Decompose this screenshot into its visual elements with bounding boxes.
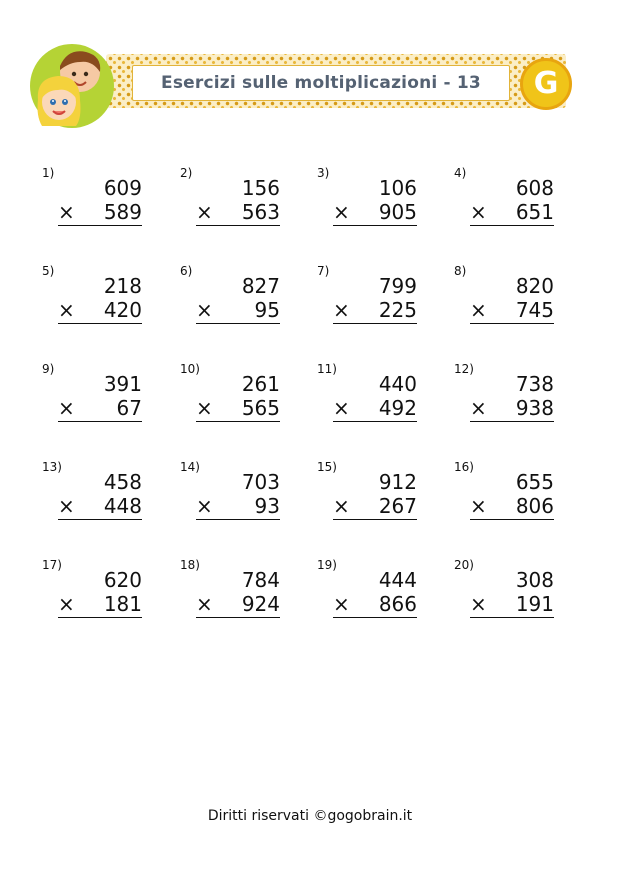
problem-number: 13) [42, 460, 62, 474]
multiply-sign: × [58, 298, 75, 322]
multiply-sign: × [470, 592, 487, 616]
multiply-sign: × [333, 494, 350, 518]
multiplication-problem [42, 362, 142, 442]
multiplier: 67 [116, 396, 142, 420]
problem-number: 12) [454, 362, 474, 376]
multiplier-row [196, 396, 280, 422]
page-title: Esercizi sulle moltiplicazioni - 13 [161, 73, 481, 93]
problem-number: 5) [42, 264, 55, 278]
multiplicand: 655 [515, 470, 554, 494]
problem-number: 4) [454, 166, 467, 180]
multiply-sign: × [58, 396, 75, 420]
problem-number: 15) [317, 460, 337, 474]
multiply-sign: × [196, 396, 213, 420]
multiplier-row [333, 396, 417, 422]
multiplier: 93 [254, 494, 280, 518]
multiply-sign: × [333, 298, 350, 322]
multiplier: 492 [378, 396, 417, 420]
problem-number: 14) [180, 460, 200, 474]
multiply-sign: × [333, 200, 350, 224]
multiply-sign: × [470, 494, 487, 518]
multiplier-row [58, 298, 142, 324]
multiplier-row [333, 298, 417, 324]
logo-letter: G [533, 66, 559, 101]
multiplier: 745 [515, 298, 554, 322]
multiplication-problem [454, 460, 554, 540]
problem-number: 18) [180, 558, 200, 572]
problem-number: 11) [317, 362, 337, 376]
multiplier-row [58, 396, 142, 422]
multiplicand: 106 [378, 176, 417, 200]
multiplier: 589 [103, 200, 142, 224]
multiplier-row [196, 592, 280, 618]
multiply-sign: × [196, 494, 213, 518]
multiplier-row [196, 200, 280, 226]
multiplication-problem [180, 166, 280, 246]
multiplier: 191 [515, 592, 554, 616]
multiplier-row [470, 396, 554, 422]
multiplier: 420 [103, 298, 142, 322]
multiply-sign: × [196, 298, 213, 322]
problem-number: 10) [180, 362, 200, 376]
multiply-sign: × [196, 200, 213, 224]
multiplier-row [333, 200, 417, 226]
multiplier: 866 [378, 592, 417, 616]
title-box [132, 65, 510, 101]
multiplication-problem [317, 166, 417, 246]
multiplicand: 784 [241, 568, 280, 592]
multiplicand: 261 [241, 372, 280, 396]
multiplier-row [470, 298, 554, 324]
problem-number: 7) [317, 264, 330, 278]
multiplier-row [333, 592, 417, 618]
multiplication-problem [317, 264, 417, 344]
multiplicand: 620 [103, 568, 142, 592]
multiplier: 565 [241, 396, 280, 420]
multiplication-problem [317, 362, 417, 442]
multiplier: 95 [254, 298, 280, 322]
multiplier-row [196, 298, 280, 324]
problem-number: 6) [180, 264, 193, 278]
multiplicand: 391 [103, 372, 142, 396]
multiplicand: 308 [515, 568, 554, 592]
multiplicand: 703 [241, 470, 280, 494]
multiplier: 225 [378, 298, 417, 322]
multiplier: 181 [103, 592, 142, 616]
multiplier-row [58, 494, 142, 520]
multiply-sign: × [196, 592, 213, 616]
multiply-sign: × [58, 200, 75, 224]
multiplication-problem [454, 362, 554, 442]
multiplicand: 608 [515, 176, 554, 200]
multiplication-problem [42, 166, 142, 246]
problem-number: 8) [454, 264, 467, 278]
multiplier-row [333, 494, 417, 520]
multiplication-problem [180, 264, 280, 344]
multiplier: 563 [241, 200, 280, 224]
multiply-sign: × [333, 396, 350, 420]
multiplication-problem [42, 264, 142, 344]
multiplication-problem [42, 460, 142, 540]
multiplier: 806 [515, 494, 554, 518]
multiply-sign: × [470, 298, 487, 322]
header [28, 42, 576, 132]
multiplication-problem [180, 460, 280, 540]
multiplicand: 156 [241, 176, 280, 200]
multiply-sign: × [58, 592, 75, 616]
multiplication-problem [317, 460, 417, 540]
multiply-sign: × [470, 396, 487, 420]
gogobrain-logo-icon [520, 58, 572, 110]
multiplier: 651 [515, 200, 554, 224]
multiplier: 905 [378, 200, 417, 224]
multiplication-problem [42, 558, 142, 638]
multiplicand: 218 [103, 274, 142, 298]
multiply-sign: × [333, 592, 350, 616]
multiplicand: 609 [103, 176, 142, 200]
multiplicand: 738 [515, 372, 554, 396]
multiplication-problem [454, 264, 554, 344]
multiplier-row [470, 494, 554, 520]
problem-number: 1) [42, 166, 55, 180]
problem-number: 9) [42, 362, 55, 376]
multiplier-row [58, 200, 142, 226]
multiply-sign: × [58, 494, 75, 518]
multiplicand: 820 [515, 274, 554, 298]
multiplicand: 799 [378, 274, 417, 298]
multiplier-row [470, 592, 554, 618]
problem-number: 3) [317, 166, 330, 180]
problem-number: 20) [454, 558, 474, 572]
multiplier-row [58, 592, 142, 618]
multiplier: 938 [515, 396, 554, 420]
multiply-sign: × [470, 200, 487, 224]
multiplicand: 444 [378, 568, 417, 592]
footer-copyright: Diritti riservati ©gogobrain.it [207, 808, 413, 824]
multiplier-row [196, 494, 280, 520]
problem-number: 2) [180, 166, 193, 180]
multiplication-problem [180, 558, 280, 638]
problem-number: 16) [454, 460, 474, 474]
multiplicand: 440 [378, 372, 417, 396]
multiplication-problem [454, 558, 554, 638]
multiplier: 267 [378, 494, 417, 518]
multiplication-problem [454, 166, 554, 246]
multiplicand: 458 [103, 470, 142, 494]
multiplier: 924 [241, 592, 280, 616]
multiplicand: 912 [378, 470, 417, 494]
multiplier-row [470, 200, 554, 226]
multiplier: 448 [103, 494, 142, 518]
problem-number: 19) [317, 558, 337, 572]
multiplicand: 827 [241, 274, 280, 298]
children-mascot-icon [28, 42, 120, 132]
multiplication-problem [180, 362, 280, 442]
multiplication-problem [317, 558, 417, 638]
problem-number: 17) [42, 558, 62, 572]
